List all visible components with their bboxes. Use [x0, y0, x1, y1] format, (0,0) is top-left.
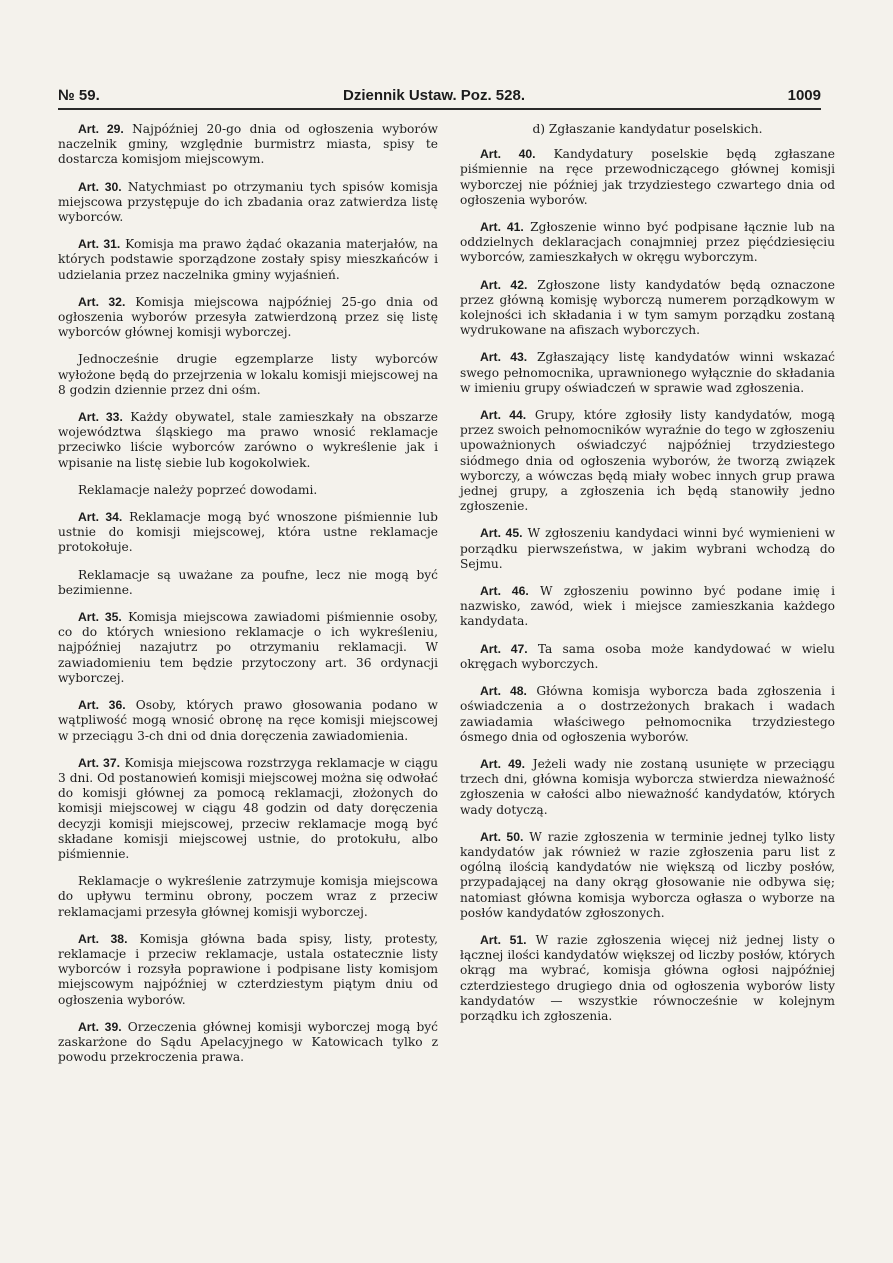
article-text: Reklamacje są uważane za poufne, lecz nie mogą być bezimienne. — [58, 567, 438, 597]
article-text: Reklamacje mogą być wnoszone piśmiennie lub ustnie do komisji miejscowej, która ustne reklamacje protokołuje. — [58, 510, 438, 555]
paragraph — [58, 568, 438, 598]
paragraph — [58, 352, 438, 398]
article-text: Zgłaszający listę kandydatów winni wskazać swego pełnomocnika, uprawnionego wyłącznie do składania w imieniu grupy oświadczeń w sprawie wad zgłoszenia. — [460, 350, 835, 395]
article-text: Komisja miejscowa zawiadomi piśmiennie osoby, co do których wniesiono reklamacje o ich wykreśleniu, najpóźniej nazajutrz po otrzymaniu reklamacji. W zawiadomieniu tem będzie przytoczony art. 36 ordynacji wyborczej. — [58, 610, 438, 685]
article-label: Art. 46. — [480, 584, 529, 599]
article-label: Art. 43. — [480, 350, 528, 365]
article-label: Art. 44. — [480, 408, 527, 423]
page-number: 1009 — [787, 87, 821, 104]
article-text: Komisja ma prawo żądać okazania materjałów, na których podstawie sporządzone zostały spisy mieszkańców i udzielania przez naczelnika gminy wyjaśnień. — [58, 237, 438, 282]
article-text: Osoby, których prawo głosowania podano w wątpliwość mogą wnosić obronę na ręce komisji miejscowej w przeciągu 3-ch dni od dnia doręczenia zawiadomienia. — [58, 698, 438, 743]
article-label: Art. 32. — [78, 294, 126, 309]
article-label: Art. 51. — [480, 932, 527, 947]
article-text: W razie zgłoszenia w terminie jednej tylko listy kandydatów jak również w razie zgłoszenia paru list z ogólną ilością kandydatów nie większą od liczby posłów, przypadającej na dany okrąg głosowanie nie odbywa się; natomiast główna komisja wyborcza ogłasza o wyborze na posłów kandydatów zgłoszonych. — [460, 829, 835, 920]
issue-number: № 59. — [58, 87, 100, 104]
article-paragraph — [460, 933, 835, 1024]
article-label: Art. 42. — [480, 277, 528, 292]
article-paragraph — [460, 584, 835, 630]
article-text: Reklamacje o wykreślenie zatrzymuje komisja miejscowa do upływu terminu obrony, poczem wraz z przeciw reklamacjami przesyła głównej komisji wyborczej. — [58, 874, 438, 919]
article-text: Komisja miejscowa najpóźniej 25-go dnia od ogłoszenia wyborów przesyła zatwierdzoną przez się listę wyborców głównej komisji wyborczej. — [58, 294, 438, 340]
article-text: Komisja główna bada spisy, listy, protesty, reklamacje i przeciw reklamacje, ustala ostatecznie listy wyborców i rozsyła poprawione i podpisane listy komisjom miejscowym najpóźniej w czterdziestym piątym dniu od ogłoszenia wyborów. — [58, 931, 438, 1007]
paragraph — [58, 483, 438, 498]
article-text: Każdy obywatel, stale zamieszkały na obszarze województwa śląskiego ma prawo wnosić reklamacje przeciwko liście wyborców zarówno o wykreślenie jak i wpisanie na listę siebie lub kogokolwiek. — [58, 410, 438, 470]
article-text: Reklamacje należy poprzeć dowodami. — [78, 482, 318, 497]
article-label: Art. 35. — [78, 610, 122, 625]
article-label: Art. 50. — [480, 829, 524, 844]
article-paragraph — [460, 526, 835, 572]
article-paragraph — [460, 830, 835, 921]
article-paragraph — [58, 510, 438, 556]
article-text: Jednocześnie drugie egzemplarze listy wyborców wyłożone będą do przejrzenia w lokalu komisji miejscowej na 8 godzin dziennie przez dni ośm. — [58, 352, 438, 397]
article-text: W zgłoszeniu kandydaci winni być wymienieni w porządku pierwszeństwa, w jakim wybrani wchodzą do Sejmu. — [460, 526, 835, 571]
article-text: Komisja miejscowa rozstrzyga reklamacje w ciągu 3 dni. Od postanowień komisji miejscowej można się odwołać do komisji głównej za pomocą reklamacji, złożonych do komisji miejscowej w ciągu 48 godzin od daty doręczenia decyzji komisji miejscowej, przeciw reklamacje mogą być składane komisji miejscowej ustnie, do protokułu, albo piśmiennie. — [58, 755, 438, 861]
article-paragraph — [58, 295, 438, 341]
article-text: Zgłoszenie winno być podpisane łącznie lub na oddzielnych deklaracjach conajmniej przez pięćdziesięciu wyborców, zamieszkałych w okręgu wyborczym. — [460, 220, 835, 265]
article-text: Natychmiast po otrzymaniu tych spisów komisja miejscowa przystępuje do ich zbadania oraz zatwierdza listę wyborców. — [58, 179, 438, 225]
article-paragraph — [58, 932, 438, 1008]
article-label: Art. 34. — [78, 510, 123, 525]
article-label: Art. 38. — [78, 931, 128, 946]
article-paragraph — [460, 684, 835, 745]
article-label: Art. 30. — [78, 179, 122, 194]
article-paragraph — [460, 408, 835, 514]
article-text: Kandydatury poselskie będą zgłaszane piśmiennie na ręce przewodniczącego głównej komisji wyborczej nie później jak trzydziestego czwartego dnia od ogłoszenia wyborów. — [460, 147, 835, 207]
right-column-articles — [460, 147, 835, 1024]
article-text: W zgłoszeniu powinno być podane imię i nazwisko, zawód, wiek i miejsce zamieszkania każdego kandydata. — [460, 584, 835, 629]
article-label: Art. 29. — [78, 122, 124, 136]
article-paragraph — [460, 350, 835, 396]
article-paragraph — [58, 698, 438, 744]
article-paragraph — [58, 237, 438, 283]
article-paragraph — [460, 147, 835, 208]
article-text: W razie zgłoszenia więcej niż jednej listy o łącznej ilości kandydatów większej od liczby posłów, których okrąg ma wybrać, komisja główna ogłosi najpóźniej czterdziestego drugiego dnia od ogłoszenia wyborów listy kandydatów — wszystkie równocześnie w kolejnym porządku ich zgłoszenia. — [460, 932, 835, 1023]
article-text: Zgłoszone listy kandydatów będą oznaczone przez główną komisję wyborczą numerem porządkowym w kolejności ich składania i w tym samym porządku zostaną wydrukowane na afiszach wyborczych. — [460, 277, 835, 338]
article-label: Art. 31. — [78, 237, 121, 252]
paragraph — [58, 874, 438, 920]
article-paragraph — [460, 642, 835, 672]
article-label: Art. 41. — [480, 220, 524, 235]
article-text: Jeżeli wady nie zostaną usunięte w przeciągu trzech dni, główna komisja wyborcza stwierdza nieważność zgłoszenia w całości albo nieważność kandydatów, których wady dotyczą. — [460, 756, 835, 817]
article-label: Art. 45. — [480, 526, 523, 541]
section-heading: d) Zgłaszanie kandydatur poselskich. — [532, 122, 763, 136]
article-text: Orzeczenia głównej komisji wyborczej mogą być zaskarżone do Sądu Apelacyjnego w Katowicach tylko z powodu przekroczenia prawa. — [58, 1019, 438, 1065]
article-label: Art. 33. — [78, 410, 123, 425]
article-label: Art. 36. — [78, 698, 126, 713]
article-paragraph — [460, 220, 835, 266]
article-label: Art. 47. — [480, 641, 528, 656]
page-header — [58, 82, 821, 110]
article-paragraph — [58, 410, 438, 471]
article-text: Najpóźniej 20-go dnia od ogłoszenia wyborów naczelnik gminy, względnie burmistrz miasta, spisy te dostarcza komisjom miejscowym. — [58, 122, 438, 167]
article-label: Art. 40. — [480, 147, 536, 162]
article-label: Art. 48. — [480, 684, 527, 699]
article-paragraph — [58, 122, 438, 168]
article-label: Art. 37. — [78, 755, 120, 770]
article-text: Ta sama osoba może kandydować w wielu okręgach wyborczych. — [460, 641, 835, 671]
journal-title: Dziennik Ustaw. Poz. 528. — [343, 87, 525, 104]
article-paragraph — [460, 757, 835, 818]
article-label: Art. 39. — [78, 1019, 122, 1034]
article-paragraph — [460, 278, 835, 339]
article-paragraph — [58, 180, 438, 226]
right-column — [460, 122, 835, 1036]
article-text: Główna komisja wyborcza bada zgłoszenia i oświadczenia a o dostrzeżonych brakach i wadach zawiadamia właściwego pełnomocnika trzydziestego ósmego dnia od ogłoszenia wyborów. — [460, 684, 835, 744]
article-paragraph — [58, 610, 438, 686]
article-label: Art. 49. — [480, 756, 526, 771]
left-column — [58, 122, 438, 1077]
article-paragraph — [58, 756, 438, 862]
article-text: Grupy, które zgłosiły listy kandydatów, mogą przez swoich pełnomocników wyraźnie do tego w zgłoszeniu upoważnionych oświadczyć najpóźniej trzydziestego siódmego dnia od ogłoszenia wyborów, że tworzą związek wyborczy, a wówczas będą miały wobec innych grup prawa jednej grupy, a zgłoszenia ich będą stanowiły jedno zgłoszenie. — [460, 408, 835, 514]
article-paragraph — [58, 1020, 438, 1066]
